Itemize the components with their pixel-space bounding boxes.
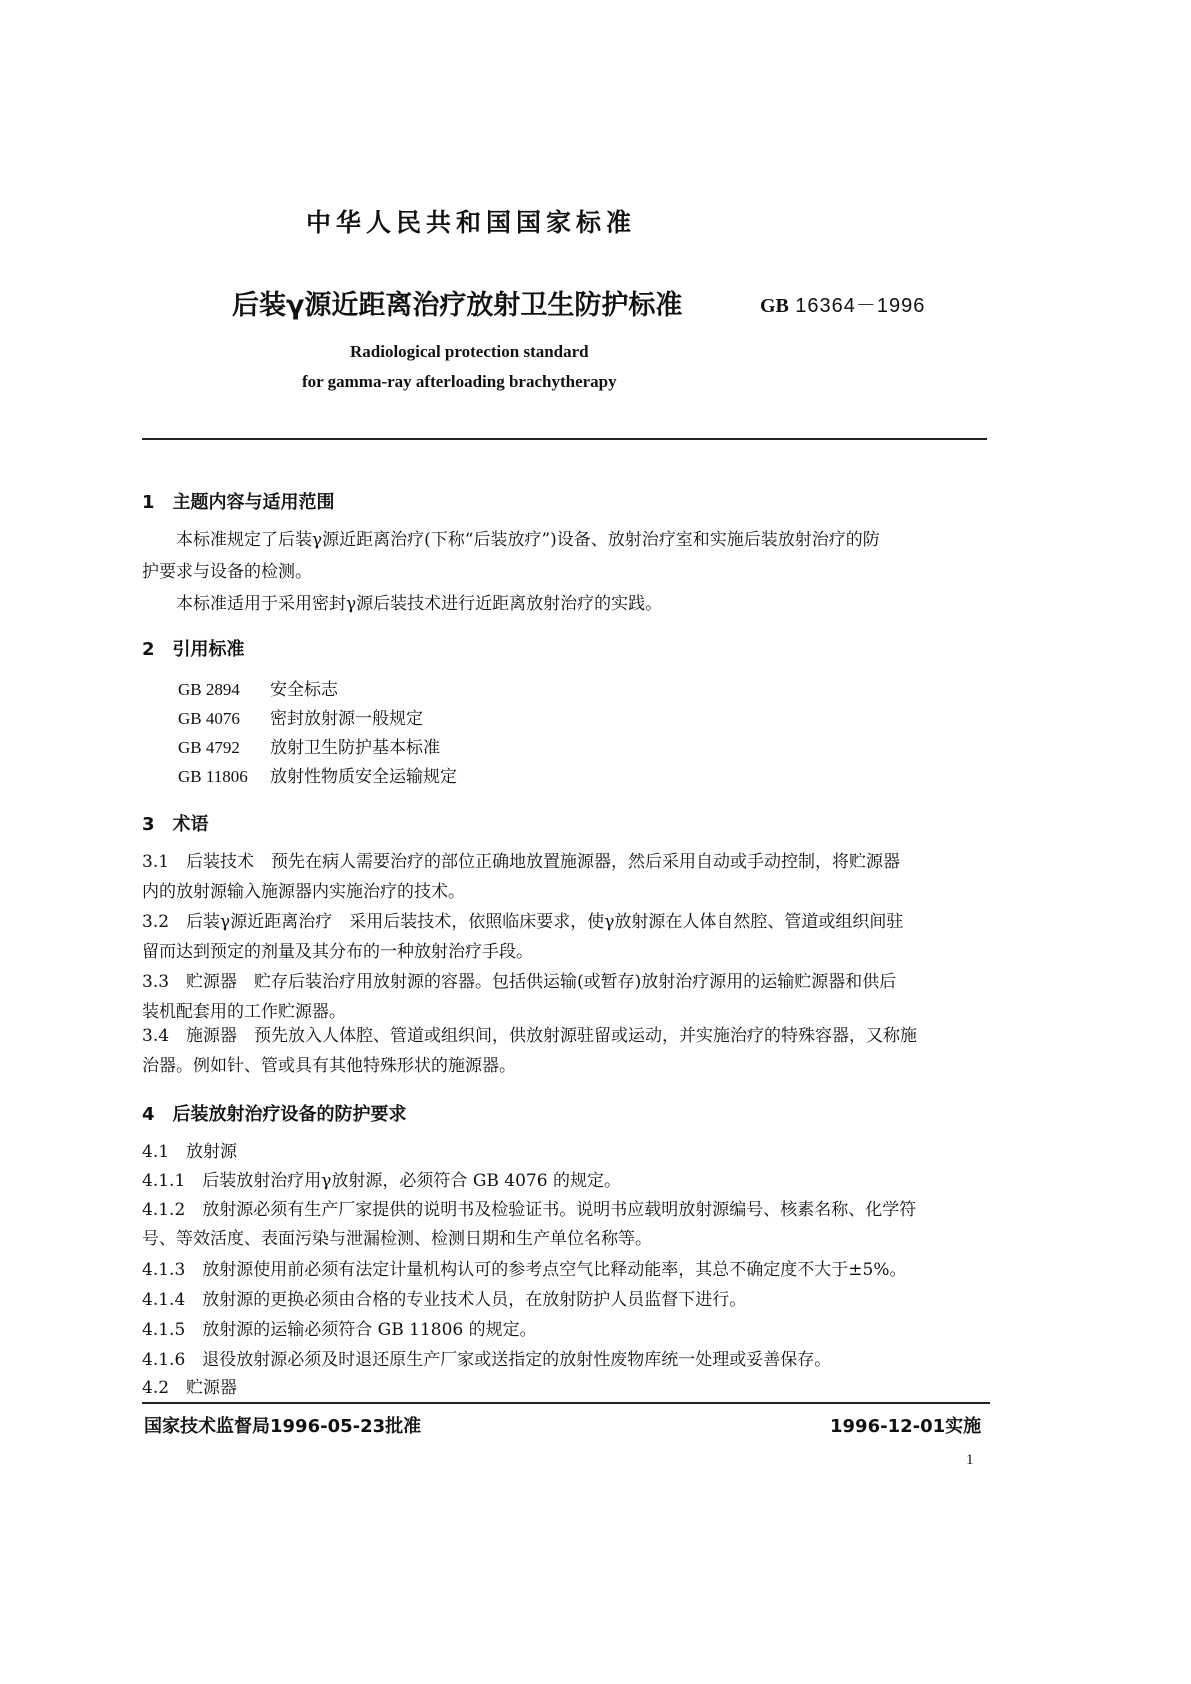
reference-title: 放射性物质安全运输规定 xyxy=(270,767,457,787)
section-1-paragraph-1-line-1: 本标准规定了后装γ源近距离治疗(下称“后装放疗”)设备、放射治疗室和实施后装放射治疗的防 xyxy=(176,530,880,550)
term-3-1-line-2: 内的放射源输入施源器内实施治疗的技术。 xyxy=(142,882,465,902)
reference-item xyxy=(178,703,423,735)
clause-4-1: 4.1 放射源 xyxy=(142,1142,238,1162)
page-number: 1 xyxy=(966,1452,974,1468)
national-standard-title: 中华人民共和国国家标准 xyxy=(306,208,637,237)
term-3-3-line-2: 装机配套用的工作贮源器。 xyxy=(142,1002,346,1022)
document-title-en-line2: for gamma-ray afterloading brachytherapy xyxy=(302,372,617,391)
clause-4-1-1: 4.1.1 后装放射治疗用γ放射源，必须符合 GB 4076 的规定。 xyxy=(142,1171,621,1191)
clause-4-1-4: 4.1.4 放射源的更换必须由合格的专业技术人员，在放射防护人员监督下进行。 xyxy=(142,1290,747,1310)
standard-code xyxy=(760,289,925,318)
reference-code: GB 4076 xyxy=(178,709,240,728)
reference-title: 安全标志 xyxy=(270,680,338,700)
effective-date-line: 1996-12-01实施 xyxy=(830,1416,982,1437)
reference-code: GB 2894 xyxy=(178,680,240,699)
standard-code-number: 16364－1996 xyxy=(795,295,926,317)
section-1-paragraph-2: 本标准适用于采用密封γ源后装技术进行近距离放射治疗的实践。 xyxy=(176,594,663,614)
header-divider xyxy=(142,438,987,440)
term-3-2-line-2: 留而达到预定的剂量及其分布的一种放射治疗手段。 xyxy=(142,942,533,962)
standard-code-prefix: GB xyxy=(760,295,789,317)
reference-title: 密封放射源一般规定 xyxy=(270,709,423,729)
reference-code: GB 4792 xyxy=(178,738,240,757)
term-3-2-line-1: 3.2 后装γ源近距离治疗 采用后装技术，依照临床要求，使γ放射源在人体自然腔、管道或组织间驻 xyxy=(142,912,904,932)
approval-line: 国家技术监督局1996-05-23批准 xyxy=(144,1416,422,1437)
document-title-en-line1: Radiological protection standard xyxy=(350,342,589,361)
term-3-4-line-1: 3.4 施源器 预先放入人体腔、管道或组织间，供放射源驻留或运动，并实施治疗的特殊容器，又称施 xyxy=(142,1026,918,1046)
footer-divider xyxy=(142,1402,990,1404)
section-1-heading: 1 主题内容与适用范围 xyxy=(142,492,335,513)
reference-item xyxy=(178,674,338,706)
reference-item xyxy=(178,732,440,764)
clause-4-1-3: 4.1.3 放射源使用前必须有法定计量机构认可的参考点空气比释动能率，其总不确定度不大于±5%。 xyxy=(142,1260,907,1280)
clause-4-1-2-line-1: 4.1.2 放射源必须有生产厂家提供的说明书及检验证书。说明书应载明放射源编号、核素名称、化学符 xyxy=(142,1200,917,1220)
document-title-zh: 后装γ源近距离治疗放射卫生防护标准 xyxy=(232,290,683,321)
term-3-3-line-1: 3.3 贮源器 贮存后装治疗用放射源的容器。包括供运输(或暂存)放射治疗源用的运输贮源器和供后 xyxy=(142,972,897,992)
section-1-paragraph-1-line-2: 护要求与设备的检测。 xyxy=(142,562,312,582)
section-3-heading: 3 术语 xyxy=(142,814,209,835)
clause-4-2: 4.2 贮源器 xyxy=(142,1378,238,1398)
section-4-heading: 4 后装放射治疗设备的防护要求 xyxy=(142,1104,407,1125)
term-3-1-line-1: 3.1 后装技术 预先在病人需要治疗的部位正确地放置施源器，然后采用自动或手动控制，将贮源器 xyxy=(142,852,901,872)
clause-4-1-5: 4.1.5 放射源的运输必须符合 GB 11806 的规定。 xyxy=(142,1320,537,1340)
term-3-4-line-2: 治器。例如针、管或具有其他特殊形状的施源器。 xyxy=(142,1056,516,1076)
clause-4-1-6: 4.1.6 退役放射源必须及时退还原生产厂家或送指定的放射性废物库统一处理或妥善保存。 xyxy=(142,1350,832,1370)
reference-item xyxy=(178,761,457,793)
reference-code: GB 11806 xyxy=(178,767,248,786)
reference-title: 放射卫生防护基本标准 xyxy=(270,738,440,758)
clause-4-1-2-line-2: 号、等效活度、表面污染与泄漏检测、检测日期和生产单位名称等。 xyxy=(142,1229,652,1249)
section-2-heading: 2 引用标准 xyxy=(142,639,245,660)
